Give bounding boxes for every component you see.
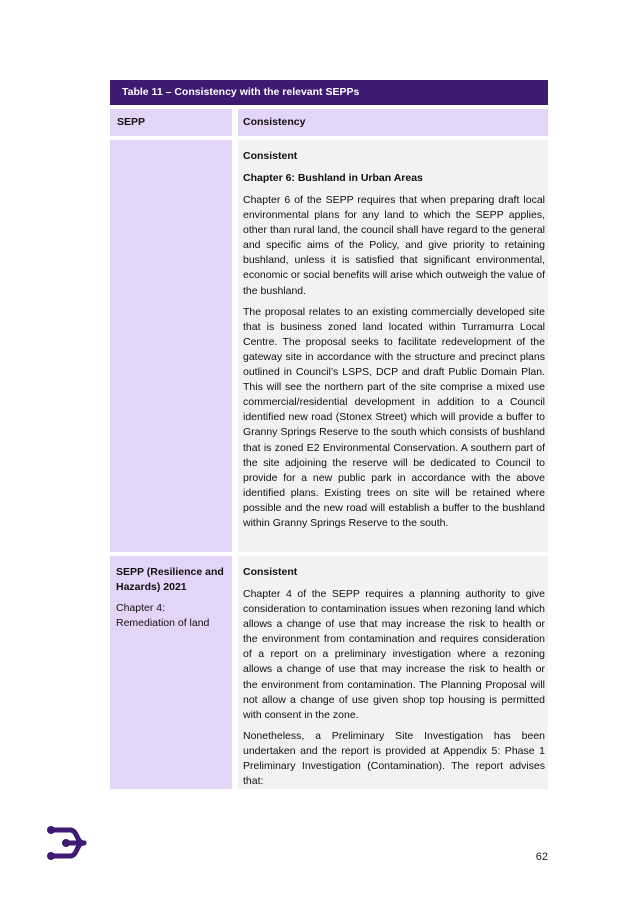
paragraph: Nonetheless, a Preliminary Site Investigation has been undertaken and the report is provided at Appendix 5: Phase 1 Preliminary Investigation (Contamination). The report advises that:	[243, 729, 545, 788]
paragraph: Chapter 6 of the SEPP requires that when preparing draft local environmental plans for any land to which the SEPP applies, other than rural land, the council shall have regard to the general and specific aims of the Policy, and give priority to retaining bushland, unless it is satisfied that significant environmental, economic or social benefits will arise which outweigh the value of the bushland.	[243, 194, 545, 297]
header-consistency: Consistency	[238, 109, 548, 136]
table-row	[110, 556, 548, 789]
sepp-name: SEPP (Resilience and Hazards) 2021	[116, 566, 224, 593]
sepp-consistency-table	[110, 80, 548, 789]
sepp-cell	[110, 140, 232, 552]
consistency-cell	[238, 556, 548, 789]
sepp-chapter: Chapter 4: Remediation of land	[116, 602, 210, 629]
header-sepp: SEPP	[110, 109, 232, 136]
brand-logo-icon	[46, 824, 90, 869]
sepp-cell	[110, 556, 232, 789]
chapter-heading: Chapter 6: Bushland in Urban Areas	[243, 172, 423, 184]
page-number: 62	[535, 851, 548, 863]
consistency-status: Consistent	[243, 566, 298, 578]
consistency-cell	[238, 140, 548, 552]
table-title: Table 11 – Consistency with the relevant SEPPs	[110, 80, 548, 105]
table-row	[110, 140, 548, 552]
table-header-row	[110, 109, 548, 136]
consistency-status: Consistent	[243, 150, 298, 162]
paragraph: Chapter 4 of the SEPP requires a planning authority to give consideration to contamination issues when rezoning land which allows a change of use that may increase the risk to health or the environment from contamination and requires consideration of a report on a preliminary investigation where a rezoning allows a change of use that may increase the risk to health or the environment from contamination. The Planning Proposal will not allow a change of use given shop top housing is permitted with consent in the zone.	[243, 588, 545, 721]
paragraph: The proposal relates to an existing commercially developed site that is business zoned land located within Turramurra Local Centre. The proposal seeks to facilitate redevelopment of the gateway site in accordance with the structure and precinct plans outlined in Council’s LSPS, DCP and draft Public Domain Plan. This will see the northern part of the site comprise a mixed use commercial/residential development in addition to a Council identified new road (Stonex Street) which will provide a buffer to Granny Springs Reserve to the south which consists of bushland that is zoned E2 Environmental Conservation. A southern part of the site adjoining the reserve will be dedicated to Council to provide for a new public park in accordance with the above identified plans. Existing trees on site will be retained where possible and the new road will establish a buffer to the bushland within Granny Springs Reserve to the south.	[243, 305, 545, 529]
